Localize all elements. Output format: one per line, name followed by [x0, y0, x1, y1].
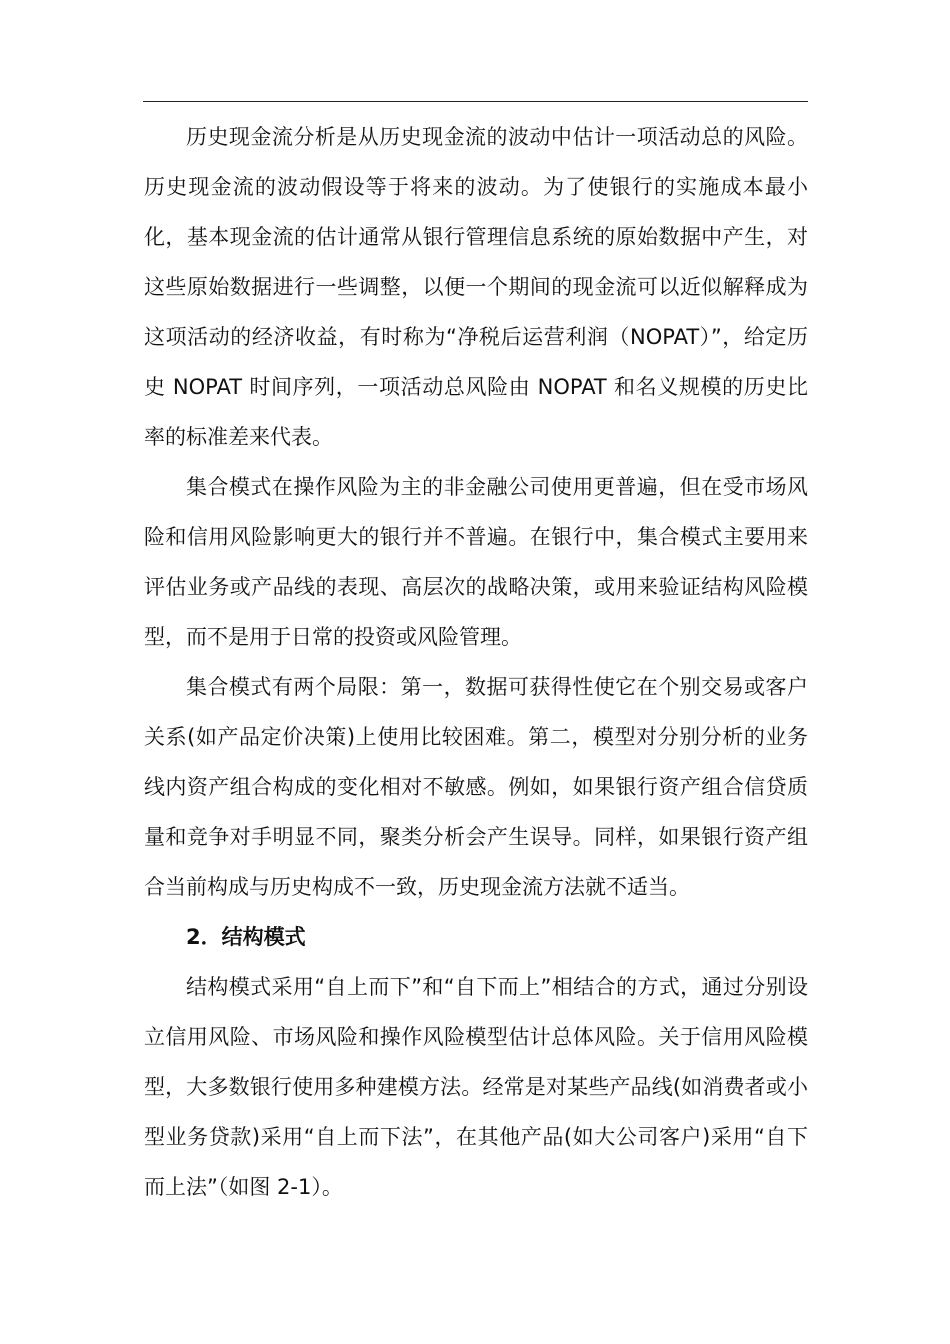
header-divider [143, 101, 808, 102]
paragraph-historical-cashflow: 历史现金流分析是从历史现金流的波动中估计一项活动总的风险。历史现金流的波动假设等于将来的波动。为了使银行的实施成本最小化，基本现金流的估计通常从银行管理信息系统的原始数据中产生，对这些原始数据进行一些调整，以便一个期间的现金流可以近似解释成为这项活动的经济收益，有时称为“净税后运营利润（NOPAT）”，给定历史 NOPAT 时间序列，一项活动总风险由 NOPAT 和名义规模的历史比率的标准差来代表。 [144, 125, 808, 449]
paragraph-aggregate-model-usage: 集合模式在操作风险为主的非金融公司使用更普遍，但在受市场风险和信用风险影响更大的银行并不普遍。在银行中，集合模式主要用来评估业务或产品线的表现、高层次的战略决策，或用来验证结构风险模型，而不是用于日常的投资或风险管理。 [144, 475, 808, 649]
section-heading-structural-model: 2．结构模式 [186, 925, 306, 949]
paragraph-structural-model: 结构模式采用“自上而下”和“自下而上”相结合的方式，通过分别设立信用风险、市场风险和操作风险模型估计总体风险。关于信用风险模型，大多数银行使用多种建模方法。经常是对某些产品线(如消费者或小型业务贷款)采用“自上而下法”，在其他产品(如大公司客户)采用“自下而上法”（如图 2-1）。 [144, 975, 808, 1199]
document-body [144, 112, 808, 1212]
paragraph-aggregate-model-limits: 集合模式有两个局限：第一，数据可获得性使它在个别交易或客户关系(如产品定价决策)上使用比较困难。第二，模型对分别分析的业务线内资产组合构成的变化相对不敏感。例如，如果银行资产组合信贷质量和竞争对手明显不同，聚类分析会产生误导。同样，如果银行资产组合当前构成与历史构成不一致，历史现金流方法就不适当。 [144, 675, 808, 899]
